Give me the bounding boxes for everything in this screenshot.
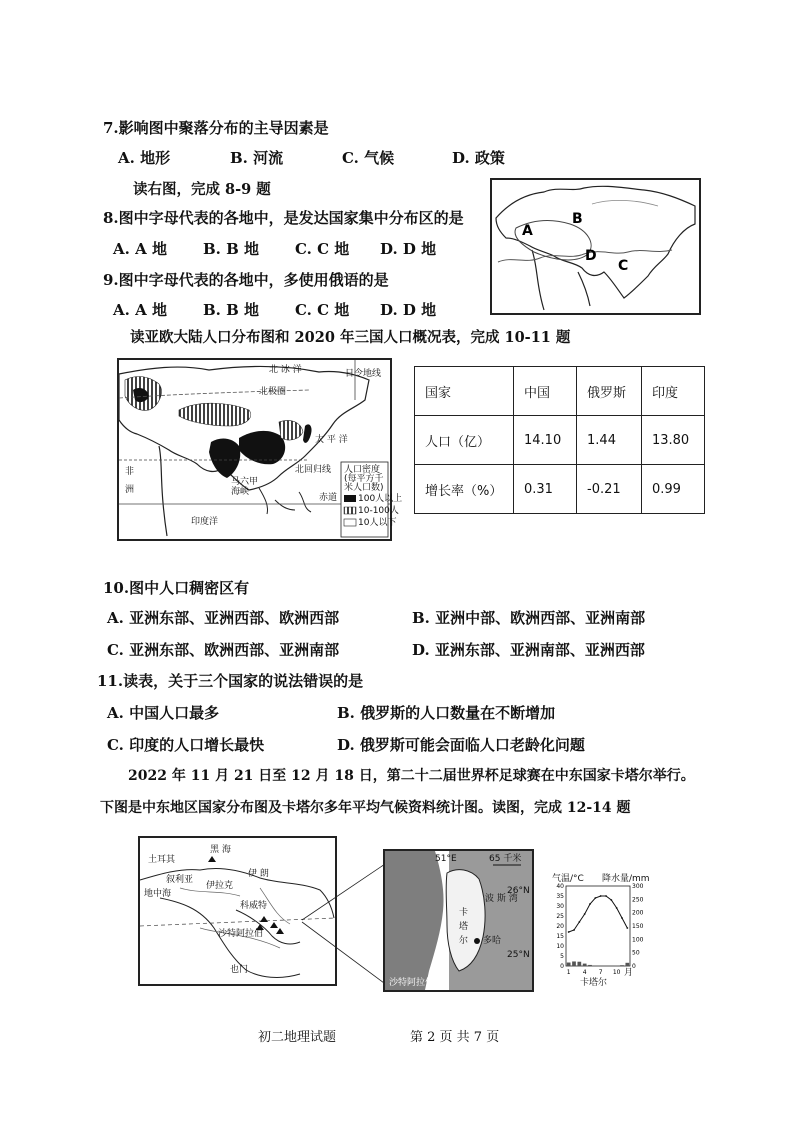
- climate-temp-point: [610, 899, 612, 901]
- q8-option-d: D. D 地: [380, 240, 437, 258]
- climate-precip-label: 降水量/mm: [602, 874, 650, 884]
- climate-left-tick-label: 35: [556, 893, 564, 900]
- q9-stem: 9.图中字母代表的各地中，多使用俄语的是: [103, 271, 389, 289]
- climate-left-tick-label: 15: [556, 933, 564, 940]
- climate-left-tick-label: 40: [556, 883, 564, 890]
- map4-label-saudi: 沙特阿拉伯: [389, 978, 435, 988]
- climate-right-axis: [632, 883, 644, 970]
- table-row: [415, 416, 705, 465]
- population-map-drawing: [119, 360, 403, 539]
- climate-left-tick-label: 20: [556, 923, 564, 930]
- label-arctic-ocean: 北 冰 洋: [269, 365, 302, 375]
- q9-option-a: A. A 地: [113, 301, 167, 319]
- map3-label-turkey: 土耳其: [148, 855, 176, 865]
- climate-precip-bar: [625, 963, 629, 966]
- qatar-detail-drawing: [385, 851, 532, 990]
- climate-precip-bar: [583, 964, 587, 966]
- doha-city-marker: [474, 938, 480, 944]
- legend-title: 人口密度: [344, 465, 381, 475]
- label-equator: 赤道: [319, 493, 338, 503]
- climate-temp-point: [626, 927, 628, 929]
- climate-temp-label: 气温/°C: [552, 874, 584, 884]
- map1-label-a: A: [522, 223, 533, 239]
- climate-month-tick-label: 4: [582, 969, 587, 976]
- population-legend: [341, 462, 402, 537]
- map3-label-iraq: 伊拉克: [206, 881, 234, 891]
- climate-temp-point: [605, 895, 607, 897]
- intro-8-9: 读右图，完成 8-9 题: [133, 181, 271, 198]
- table-row: [415, 465, 705, 514]
- table-cell: -0.21: [577, 465, 642, 514]
- map4-label-gulf: 波 斯 湾: [485, 894, 518, 904]
- map4-label-doha: 多哈: [483, 936, 502, 946]
- climate-temp-point: [589, 903, 591, 905]
- qatar-climate-chart: [550, 872, 650, 987]
- q7-option-a: A. 地形: [118, 149, 171, 167]
- climate-month-unit: 月: [624, 968, 634, 978]
- climate-left-axis: [556, 883, 564, 970]
- legend-swatch-medium: [344, 507, 356, 514]
- eurasia-outline-map: [490, 178, 701, 315]
- population-density-map: [117, 358, 403, 541]
- climate-right-tick-label: 0: [632, 963, 636, 970]
- climate-left-tick-label: 5: [560, 953, 564, 960]
- climate-month-tick-label: 1: [566, 969, 571, 976]
- table-header-cell: 中国: [514, 367, 577, 416]
- climate-right-tick-label: 150: [632, 923, 644, 930]
- legend-swatch-low: [344, 519, 356, 526]
- q11-option-b: B. 俄罗斯的人口数量在不断增加: [337, 704, 556, 722]
- climate-right-tick-label: 200: [632, 909, 644, 917]
- map3-label-med: 地中海: [144, 889, 172, 899]
- map3-label-syria: 叙利亚: [166, 875, 194, 885]
- climate-month-axis: [567, 969, 621, 976]
- connector-bottom-line: [302, 922, 388, 986]
- northern-river-line: [592, 200, 658, 206]
- climate-temp-point: [621, 917, 623, 919]
- climate-right-tick-label: 250: [632, 896, 644, 904]
- table-cell: 0.31: [514, 465, 577, 514]
- label-africa-1: 非: [125, 467, 135, 477]
- table-header-cell: 印度: [641, 367, 704, 416]
- climate-precip-bar: [577, 962, 581, 966]
- climate-left-tick-label: 30: [556, 903, 564, 910]
- table-cell: 1.44: [577, 416, 642, 465]
- table-cell: 人口（亿）: [415, 416, 514, 465]
- map4-label-lon: 51°E: [435, 854, 457, 864]
- map4-label-qatar-2: 塔: [459, 922, 469, 932]
- footer-page: 第 2 页 共 7 页: [410, 1030, 500, 1045]
- q7-stem: 7.影响图中聚落分布的主导因素是: [103, 119, 329, 137]
- climate-month-tick-label: 7: [598, 969, 603, 976]
- africa-coast: [159, 446, 167, 536]
- map1-label-d: D: [585, 248, 597, 264]
- population-table: [414, 366, 705, 514]
- table-header-row: [415, 367, 705, 416]
- label-africa-2: 洲: [125, 485, 135, 495]
- table-cell: 14.10: [514, 416, 577, 465]
- label-arctic-circle: 北极圈: [259, 387, 287, 397]
- climate-precip-bar: [567, 963, 571, 966]
- qatar-detail-map: [383, 849, 534, 992]
- table-cell: 增长率（%）: [415, 465, 514, 514]
- q11-option-c: C. 印度的人口增长最快: [107, 736, 265, 754]
- connector-top-line: [302, 862, 388, 920]
- map3-label-kuwait: 科威特: [240, 901, 268, 911]
- q7-option-d: D. 政策: [452, 149, 505, 167]
- climate-precip-bars: [567, 961, 629, 966]
- q11-option-a: A. 中国人口最多: [107, 704, 220, 722]
- footer-title: 初二地理试题: [258, 1030, 337, 1045]
- climate-right-tick-label: 100: [632, 936, 644, 944]
- intro-12-14-line1: 2022 年 11 月 21 日至 12 月 18 日，第二十二届世界杯足球赛在中东国家卡塔尔举行。: [128, 768, 695, 784]
- q10-stem: 10.图中人口稠密区有: [103, 579, 250, 597]
- arabia-coastline: [578, 272, 590, 306]
- table-cell: 0.99: [641, 465, 704, 514]
- q10-option-a: A. 亚洲东部、亚洲西部、欧洲西部: [107, 609, 340, 627]
- map4-label-lat1: 26°N: [507, 886, 530, 896]
- climate-precip-bar: [620, 965, 624, 966]
- map3-label-yemen: 也门: [230, 965, 249, 975]
- q8-option-b: B. B 地: [203, 240, 260, 258]
- climate-temp-line: [569, 896, 628, 932]
- legend-subtitle-1: (每平方千: [344, 474, 384, 484]
- label-malacca-2: 海峡: [231, 487, 250, 497]
- climate-temp-point: [616, 907, 618, 909]
- q11-stem: 11.读表，关于三个国家的说法错误的是: [97, 672, 364, 690]
- climate-temp-point: [573, 929, 575, 931]
- climate-temp-point: [578, 921, 580, 923]
- label-pacific-ocean: 太 平 洋: [315, 435, 348, 445]
- table-header-cell: 俄罗斯: [577, 367, 642, 416]
- climate-precip-bar: [588, 965, 592, 966]
- climate-plot-frame: [566, 886, 630, 966]
- q8-stem: 8.图中字母代表的各地中，是发达国家集中分布区的是: [103, 209, 464, 227]
- table-cell: 13.80: [641, 416, 704, 465]
- legend-item-medium: 10-100人: [358, 506, 399, 516]
- q10-option-d: D. 亚洲东部、亚洲南部、亚洲西部: [412, 641, 645, 659]
- q8-option-c: C. C 地: [295, 240, 350, 258]
- q9-option-c: C. C 地: [295, 301, 350, 319]
- q10-option-b: B. 亚洲中部、欧洲西部、亚洲南部: [412, 609, 646, 627]
- map4-label-qatar-3: 尔: [459, 936, 469, 946]
- climate-temp-series: [568, 895, 628, 933]
- map3-label-saudi: 沙特阿拉伯: [218, 929, 264, 939]
- eurasia-outline-drawing: [492, 180, 699, 313]
- climate-temp-point: [594, 897, 596, 899]
- map3-label-sea: 黑 海: [210, 845, 231, 855]
- climate-station-label: 卡塔尔: [580, 978, 608, 988]
- map3-label-iran: 伊 朗: [248, 869, 269, 879]
- q10-option-c: C. 亚洲东部、欧洲西部、亚洲南部: [107, 641, 340, 659]
- intro-12-14-line2: 下图是中东地区国家分布图及卡塔尔多年平均气候资料统计图。读图，完成 12-14 题: [100, 800, 631, 816]
- q9-option-d: D. D 地: [380, 301, 437, 319]
- climate-left-tick-label: 25: [556, 913, 564, 920]
- climate-temp-point: [600, 895, 602, 897]
- map1-label-c: C: [618, 258, 629, 274]
- q7-option-c: C. 气候: [342, 149, 395, 167]
- country-border-lines: [180, 888, 290, 948]
- legend-swatch-high: [344, 495, 356, 502]
- legend-item-low: 10人以下: [358, 518, 397, 528]
- intro-10-11: 读亚欧大陆人口分布图和 2020 年三国人口概况表，完成 10-11 题: [130, 329, 571, 346]
- label-indian-ocean: 印度洋: [191, 517, 219, 527]
- legend-item-high: 100人以上: [358, 494, 403, 504]
- climate-right-tick-label: 50: [632, 949, 640, 957]
- table-header-cell: 国家: [415, 367, 514, 416]
- q9-option-b: B. B 地: [203, 301, 260, 319]
- zoom-connector-lines: [300, 860, 390, 990]
- climate-right-tick-label: 300: [632, 883, 644, 890]
- map4-label-qatar-1: 卡: [459, 908, 469, 918]
- oil-field-icon: [208, 856, 284, 934]
- legend-subtitle-2: 米人口数): [344, 483, 384, 493]
- saudi-land: [385, 851, 444, 990]
- q11-option-d: D. 俄罗斯可能会面临人口老龄化问题: [337, 736, 585, 754]
- label-malacca-1: 马六甲: [231, 477, 259, 487]
- climate-left-tick-label: 0: [560, 963, 564, 970]
- map4-label-scale: 65 千米: [489, 854, 522, 864]
- label-dateline: 日令地线: [345, 369, 382, 379]
- q7-option-b: B. 河流: [230, 149, 284, 167]
- map4-label-lat2: 25°N: [507, 950, 530, 960]
- q8-option-a: A. A 地: [113, 240, 167, 258]
- southeast-asia-islands: [259, 488, 311, 514]
- climate-temp-point: [584, 913, 586, 915]
- climate-left-tick-label: 10: [556, 943, 564, 950]
- label-tropic-of-cancer: 北回归线: [295, 465, 332, 475]
- climate-temp-point: [568, 931, 570, 933]
- map1-label-b: B: [572, 211, 583, 227]
- climate-month-tick-label: 10: [612, 969, 621, 976]
- climate-precip-bar: [572, 961, 576, 966]
